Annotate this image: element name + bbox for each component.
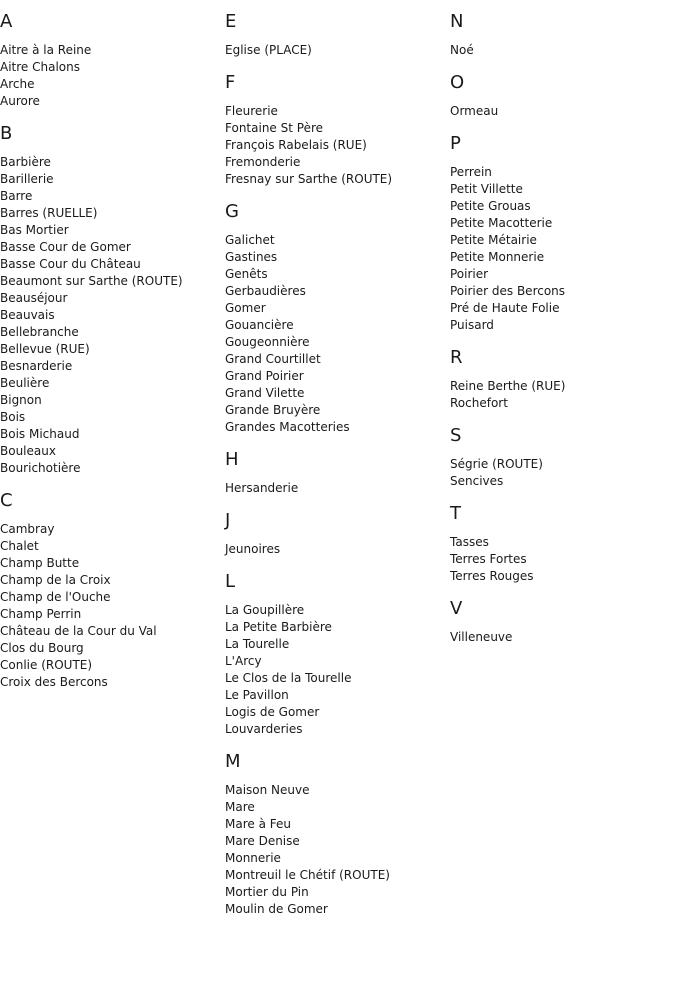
street-name: Le Clos de la Tourelle bbox=[225, 671, 352, 685]
street-name: Noé bbox=[450, 43, 474, 57]
street-name: Jeunoires bbox=[225, 542, 281, 556]
street-index bbox=[0, 12, 675, 1006]
street-name: Grand Courtillet bbox=[225, 352, 321, 366]
street-name: Tasses bbox=[450, 535, 489, 549]
street-name: Grand Poirier bbox=[225, 369, 304, 383]
street-name: Bourichotière bbox=[0, 461, 81, 475]
street-list bbox=[225, 480, 450, 497]
letter-heading: G bbox=[225, 201, 239, 222]
street-name: Gastines bbox=[225, 250, 278, 264]
street-name: Gougeonnière bbox=[225, 335, 310, 349]
street-name: Sencives bbox=[450, 474, 504, 488]
street-name: Conlie (ROUTE) bbox=[0, 658, 93, 672]
letter-heading: A bbox=[0, 11, 13, 32]
street-name: Montreuil le Chétif (ROUTE) bbox=[225, 868, 390, 882]
letter-group bbox=[450, 426, 675, 490]
street-name: Fontaine St Père bbox=[225, 121, 323, 135]
street-name: Beaumont sur Sarthe (ROUTE) bbox=[0, 274, 183, 288]
letter-group bbox=[0, 491, 225, 691]
street-name: Gomer bbox=[225, 301, 266, 315]
street-name: Fremonderie bbox=[225, 155, 301, 169]
street-name: Mortier du Pin bbox=[225, 885, 309, 899]
street-name: Barre bbox=[0, 189, 33, 203]
street-name: Mare bbox=[225, 800, 255, 814]
street-name: Maison Neuve bbox=[225, 783, 310, 797]
letter-heading: B bbox=[0, 123, 13, 144]
street-list bbox=[450, 164, 675, 334]
letter-group bbox=[450, 599, 675, 646]
street-list bbox=[450, 456, 675, 490]
street-name: Petite Métairie bbox=[450, 233, 537, 247]
letter-group bbox=[225, 12, 450, 59]
letter-heading: H bbox=[225, 449, 239, 470]
letter-group bbox=[225, 73, 450, 188]
letter-group bbox=[0, 12, 225, 110]
street-name: Ormeau bbox=[450, 104, 499, 118]
street-list bbox=[450, 103, 675, 120]
street-name: La Petite Barbière bbox=[225, 620, 332, 634]
street-name: Cambray bbox=[0, 522, 55, 536]
street-list bbox=[0, 154, 225, 477]
letter-heading: L bbox=[225, 571, 236, 592]
street-name: La Goupillère bbox=[225, 603, 305, 617]
street-name: Basse Cour de Gomer bbox=[0, 240, 131, 254]
street-name: Terres Fortes bbox=[450, 552, 527, 566]
letter-heading: R bbox=[450, 347, 463, 368]
street-list bbox=[0, 42, 225, 110]
street-name: Aitre à la Reine bbox=[0, 43, 92, 57]
street-name: Beauséjour bbox=[0, 291, 68, 305]
street-name: Barres (RUELLE) bbox=[0, 206, 98, 220]
street-name: Logis de Gomer bbox=[225, 705, 320, 719]
street-name: Mare à Feu bbox=[225, 817, 291, 831]
letter-group bbox=[450, 73, 675, 120]
street-name: Croix des Bercons bbox=[0, 675, 108, 689]
street-name: Barbière bbox=[0, 155, 51, 169]
street-list bbox=[450, 42, 675, 59]
letter-heading: J bbox=[225, 510, 231, 531]
street-list bbox=[225, 541, 450, 558]
street-name: Poirier des Bercons bbox=[450, 284, 566, 298]
street-name: Barillerie bbox=[0, 172, 54, 186]
street-name: Beauvais bbox=[0, 308, 55, 322]
street-list bbox=[0, 521, 225, 691]
street-name: Louvarderies bbox=[225, 722, 303, 736]
street-name: Bois Michaud bbox=[0, 427, 80, 441]
street-list bbox=[225, 42, 450, 59]
street-name: Mare Denise bbox=[225, 834, 300, 848]
street-name: Champ de l'Ouche bbox=[0, 590, 111, 604]
street-name: Eglise (PLACE) bbox=[225, 43, 312, 57]
letter-group bbox=[450, 12, 675, 59]
street-name: L'Arcy bbox=[225, 654, 262, 668]
street-name: Petite Grouas bbox=[450, 199, 531, 213]
street-name: Château de la Cour du Val bbox=[0, 624, 157, 638]
letter-heading: E bbox=[225, 11, 237, 32]
street-name: Bignon bbox=[0, 393, 42, 407]
street-name: Grand Vilette bbox=[225, 386, 305, 400]
street-name: Beulière bbox=[0, 376, 50, 390]
street-name: Chalet bbox=[0, 539, 39, 553]
index-column-3 bbox=[450, 12, 675, 660]
street-name: Champ Butte bbox=[0, 556, 80, 570]
street-name: Puisard bbox=[450, 318, 494, 332]
street-name: Bas Mortier bbox=[0, 223, 69, 237]
letter-group bbox=[225, 202, 450, 436]
letter-heading: P bbox=[450, 133, 461, 154]
street-name: Grandes Macotteries bbox=[225, 420, 350, 434]
street-name: Moulin de Gomer bbox=[225, 902, 328, 916]
street-list bbox=[450, 378, 675, 412]
street-list bbox=[225, 232, 450, 436]
street-name: Reine Berthe (RUE) bbox=[450, 379, 566, 393]
index-column-1 bbox=[0, 12, 225, 705]
letter-heading: S bbox=[450, 425, 462, 446]
street-name: Monnerie bbox=[225, 851, 281, 865]
street-name: Le Pavillon bbox=[225, 688, 289, 702]
street-name: Arche bbox=[0, 77, 35, 91]
letter-heading: M bbox=[225, 751, 241, 772]
letter-group bbox=[450, 134, 675, 334]
street-name: Bouleaux bbox=[0, 444, 56, 458]
index-column-2 bbox=[225, 12, 450, 932]
street-name: Terres Rouges bbox=[450, 569, 534, 583]
street-name: Clos du Bourg bbox=[0, 641, 84, 655]
letter-heading: T bbox=[450, 503, 461, 524]
street-list bbox=[450, 534, 675, 585]
street-name: Gouancière bbox=[225, 318, 294, 332]
letter-heading: N bbox=[450, 11, 464, 32]
street-name: Fresnay sur Sarthe (ROUTE) bbox=[225, 172, 393, 186]
street-name: Bellebranche bbox=[0, 325, 79, 339]
street-name: Petite Macotterie bbox=[450, 216, 553, 230]
street-name: Genêts bbox=[225, 267, 268, 281]
street-name: Ségrie (ROUTE) bbox=[450, 457, 543, 471]
street-list bbox=[225, 782, 450, 918]
street-name: Perrein bbox=[450, 165, 492, 179]
street-name: Petite Monnerie bbox=[450, 250, 545, 264]
street-name: Galichet bbox=[225, 233, 275, 247]
street-name: Poirier bbox=[450, 267, 489, 281]
street-name: Champ de la Croix bbox=[0, 573, 111, 587]
street-name: Basse Cour du Château bbox=[0, 257, 141, 271]
street-name: Fleurerie bbox=[225, 104, 278, 118]
street-name: Bois bbox=[0, 410, 26, 424]
letter-heading: C bbox=[0, 490, 13, 511]
letter-group bbox=[0, 124, 225, 477]
street-name: Petit Villette bbox=[450, 182, 523, 196]
letter-group bbox=[450, 348, 675, 412]
letter-group bbox=[225, 572, 450, 738]
street-name: Champ Perrin bbox=[0, 607, 82, 621]
letter-group bbox=[225, 752, 450, 918]
street-name: François Rabelais (RUE) bbox=[225, 138, 367, 152]
street-name: Hersanderie bbox=[225, 481, 299, 495]
street-name: La Tourelle bbox=[225, 637, 290, 651]
letter-group bbox=[225, 511, 450, 558]
street-name: Villeneuve bbox=[450, 630, 513, 644]
letter-heading: O bbox=[450, 72, 465, 93]
letter-group bbox=[450, 504, 675, 585]
letter-heading: V bbox=[450, 598, 463, 619]
street-name: Besnarderie bbox=[0, 359, 73, 373]
street-name: Bellevue (RUE) bbox=[0, 342, 90, 356]
street-name: Rochefort bbox=[450, 396, 508, 410]
street-name: Grande Bruyère bbox=[225, 403, 321, 417]
street-list bbox=[225, 602, 450, 738]
street-name: Aurore bbox=[0, 94, 40, 108]
street-name: Gerbaudières bbox=[225, 284, 306, 298]
letter-group bbox=[225, 450, 450, 497]
letter-heading: F bbox=[225, 72, 236, 93]
street-list bbox=[450, 629, 675, 646]
street-name: Aitre Chalons bbox=[0, 60, 80, 74]
street-list bbox=[225, 103, 450, 188]
street-name: Pré de Haute Folie bbox=[450, 301, 560, 315]
